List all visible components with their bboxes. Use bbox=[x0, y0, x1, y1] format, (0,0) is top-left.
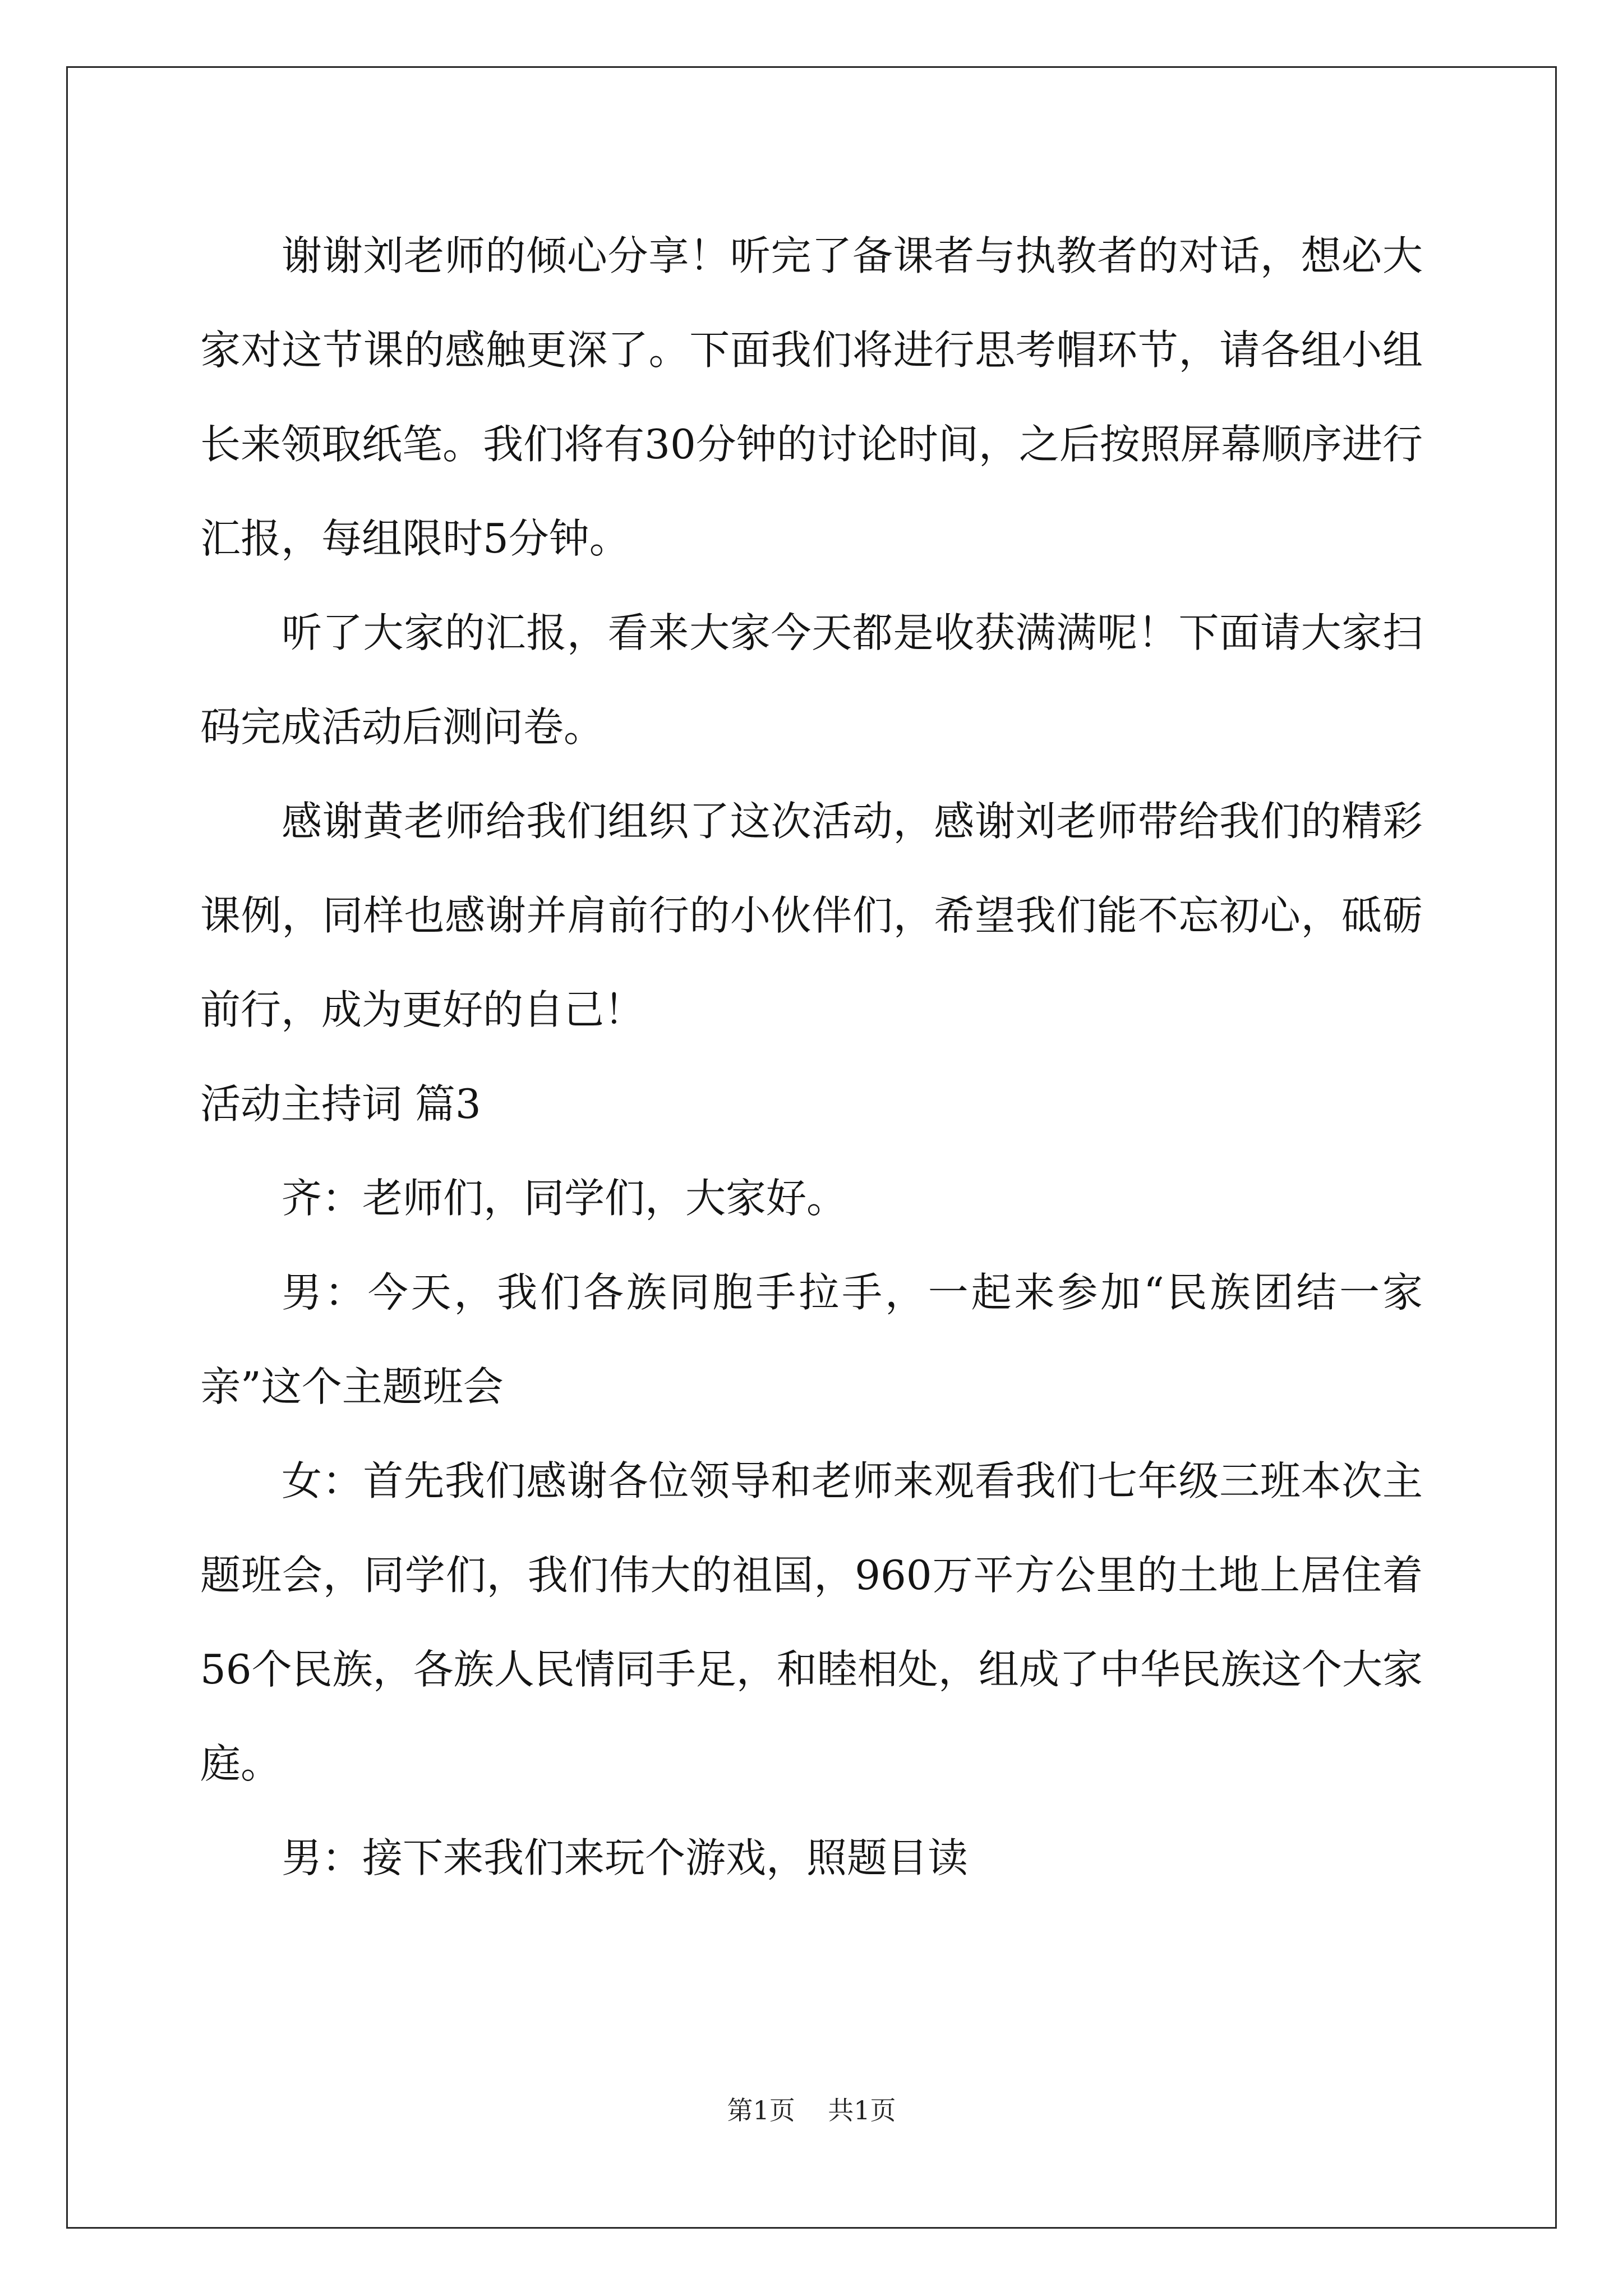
page-footer bbox=[0, 2090, 1623, 2127]
paragraph-6: 女：首先我们感谢各位领导和老师来观看我们七年级三班本次主题班会，同学们，我们伟大的祖国，960万平方公里的土地上居住着56个民族，各族人民情同手足，和睦相处，组成了中华民族这个大家庭。 bbox=[200, 1457, 1423, 1787]
page-total: 共1页 bbox=[828, 2095, 896, 2125]
paragraph-4: 齐：老师们，同学们，大家好。 bbox=[282, 1175, 847, 1222]
paragraph-1: 谢谢刘老师的倾心分享！听完了备课者与执教者的对话，想必大家对这节课的感触更深了。下面我们将进行思考帽环节，请各组小组长来领取纸笔。我们将有30分钟的讨论时间，之后按照屏幕顺序进行汇报，每组限时5分钟。 bbox=[200, 232, 1423, 562]
paragraph-5: 男：今天，我们各族同胞手拉手，一起来参加“民族团结一家亲”这个主题班会 bbox=[200, 1269, 1423, 1410]
paragraph-3: 感谢黄老师给我们组织了这次活动，感谢刘老师带给我们的精彩课例，同样也感谢并肩前行的小伙伴们，希望我们能不忘初心，砥砺前行，成为更好的自己！ bbox=[200, 798, 1423, 1033]
paragraph-7: 男：接下来我们来玩个游戏，照题目读 bbox=[282, 1834, 969, 1881]
document-body bbox=[200, 209, 1423, 1905]
section-heading: 活动主持词 篇3 bbox=[200, 1080, 481, 1128]
page-number: 第1页 bbox=[727, 2095, 795, 2125]
paragraph-2: 听了大家的汇报，看来大家今天都是收获满满呢！下面请大家扫码完成活动后测问卷。 bbox=[200, 609, 1423, 751]
